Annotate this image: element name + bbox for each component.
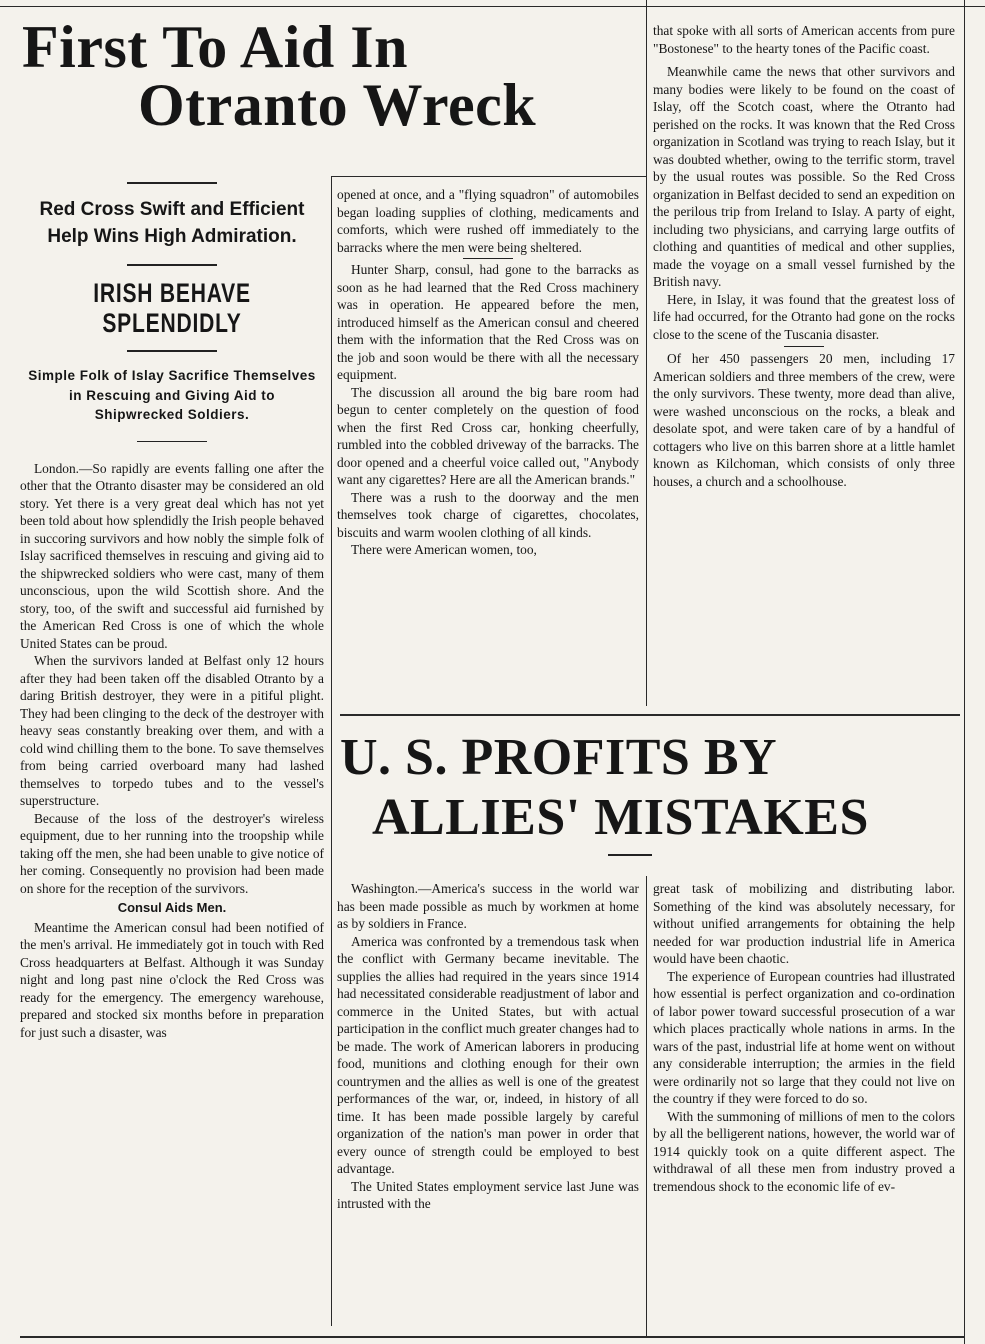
article1-paragraph: Of her 450 passengers 20 men, including 17 American soldiers and three members of the crew, were the only survivors. These twenty, more dead than alive, were washed unconscious on the rocks, a bleak and desolate spot, and were taken care of by a handful of cottagers who live on this barren shore at a little hamlet known as Kilchoman, which consists of only three houses, a church and a schoolhouse. <box>653 351 955 489</box>
article1-paragraph: Because of the loss of the destroyer's wireless equipment, due to her running into the troopship while taking off the men, she had been unable to give notice of her coming. Consequently no provision had been made on shore for the reception of the survivors. <box>20 810 324 896</box>
column-rule-3 <box>646 876 647 1336</box>
headline-divider-rule <box>331 176 647 177</box>
article1-deck-1: Red Cross Swift and Efficient Help Wins High Admiration. <box>39 199 305 247</box>
article1-headline-line2: Otranto Wreck <box>138 72 537 138</box>
article1-column-2 <box>337 186 639 706</box>
top-border-rule <box>0 6 985 7</box>
article1-headline-line1: First To Aid In <box>22 14 408 80</box>
article1-paragraph: Meantime the American consul had been notified of the men's arrival. He immediately got in touch with Red Cross headquarters at Belfast. Although it was Sunday night and long past nine o'clock the Red Cross was ready for the emergency. The emergency warehouse, prepared and stocked six months before in preparation for just such a disaster, was <box>20 919 324 1040</box>
article1-paragraph: London.—So rapidly are events falling one after the other that the Otranto disaster may be considered an old story. Yet there is a very great deal which has not yet been told about how splendidly the Irish people behaved in succoring survivors and how nobly the simple folk of Islay sacrificed themselves in rescuing and giving aid to the shipwrecked soldiers who were cast, many of them unconscious, upon the wild Scottish shore. And the story, too, of the swift and successful aid furnished by the American Red Cross is one of which the whole United States can be proud. <box>20 460 324 651</box>
article1-paragraph: When the survivors landed at Belfast only 12 hours after they had been taken off the disabled Otranto by a daring British destroyer, they were in a pitiful plight. They had been clinging to the deck of the destroyer with heavy seas constantly breaking over them, and with a cold wind chilling them to the bone. To save themselves from being carried overboard many had lashed themselves to torpedo tubes and to the vessel's superstructure. <box>20 653 324 808</box>
headline-rule <box>608 854 652 856</box>
article1-deck-2: IRISH BEHAVE SPLENDIDLY <box>93 278 251 338</box>
article2-paragraph: The United States employment service last June was intrusted with the <box>337 1178 639 1211</box>
article1-subhead: Consul Aids Men. <box>117 900 227 915</box>
article1-column-3 <box>653 22 955 706</box>
deck-rule <box>127 264 217 266</box>
article-divider-rule <box>340 714 960 716</box>
column-rule-1 <box>331 176 332 1326</box>
article1-paragraph: Here, in Islay, it was found that the greatest loss of life had occurred, for the Otranto had gone on the rocks close to the scene of the Tuscania disaster. <box>653 291 955 342</box>
article2-headline-line2: ALLIES' MISTAKES <box>372 789 869 846</box>
article2-column-b <box>653 880 955 1340</box>
article1-paragraph: There was a rush to the doorway and the men themselves took charge of cigarettes, chocolates, biscuits and warm woolen clothing of all kinds. <box>337 489 639 540</box>
article1-paragraph: opened at once, and a "flying squadron" of automobiles began loading supplies of clothing, medicaments and comforts, which were rushed off immediately to the barracks where the men were being sheltered. <box>337 187 639 255</box>
article2-headline <box>338 728 960 856</box>
right-edge-rule <box>964 0 965 1344</box>
article1-paragraph: Hunter Sharp, consul, had gone to the barracks as soon as he had learned that the Red Cross machinery was in operation. He appeared before the men, introduced himself as the American consul and cheered them with the information that the Red Cross was on the job and soon would be there with all the necessary equipment. <box>337 262 639 382</box>
article2-headline-line1: U. S. PROFITS BY <box>340 729 778 786</box>
article1-paragraph: that spoke with all sorts of American accents from pure "Bostonese" to the hearty tones of the Pacific coast. <box>653 23 955 56</box>
article2-paragraph: Washington.—America's success in the world war has been made possible as much by workmen at home as by soldiers in France. <box>337 881 639 931</box>
column-rule-2 <box>646 0 647 706</box>
article1-deck-3: Simple Folk of Islay Sacrifice Themselves in Rescuing and Giving Aid to Shipwrecked Soldiers. <box>28 368 316 422</box>
article2-column-a <box>337 880 639 1332</box>
deck-rule <box>127 182 217 184</box>
article1-column-1 <box>20 182 324 1332</box>
article1-paragraph: The discussion all around the big bare room had begun to center completely on the question of food when the first Red Cross car, honking cheerfully, rumbled into the cobbled driveway of the barracks. The door opened and a cheerful voice called out, "Anybody want any cigarettes? Here are all the American brands." <box>337 384 639 487</box>
article2-paragraph: The experience of European countries had illustrated how essential is perfect organization and co-ordination of labor power toward successful prosecution of a war which places practically whole nations in arms. In the wars of the past, industrial life at home went on without any considerable interruption; the armies in the field were ordinarily not so large that they could not live on the country if they were forced to do so. <box>653 968 955 1106</box>
article2-paragraph: great task of mobilizing and distributing labor. Something of the kind was absolutely necessary, for without unified arrangements for obtaining the help needed for war production industrial life in America would have been chaotic. <box>653 881 955 966</box>
deck-rule <box>137 441 207 442</box>
article1-paragraph: Meanwhile came the news that other survivors and many bodies were likely to be found on the coast of Islay, off the Scotch coast, where the Otranto had perished on the rocks. It was known that the Red Cross organization in Scotland was trying to reach Islay, but it was doubted whether, owing to the terrific storm, travel by the usual routes was possible. So the Red Cross organization in Belfast decided to send an expedition on the perilous trip from Ireland to Islay. A party of eight, including two physicians, and carrying large outfits of clothing and quantities of medical and other supplies, made the voyage on a small vessel furnished by the British navy. <box>653 64 955 289</box>
section-rule <box>784 346 824 347</box>
article2-paragraph: With the summoning of millions of men to the colors by all the belligerent nations, however, the world war of 1914 quickly took on a quite different aspect. The withdrawal of all these men from industry proved a tremendous shock to the economic life of ev- <box>653 1108 955 1194</box>
section-rule <box>463 258 513 259</box>
article1-paragraph: There were American women, too, <box>351 542 537 557</box>
deck-rule <box>127 350 217 352</box>
article2-paragraph: America was confronted by a tremendous task when the conflict with Germany became inevitable. The supplies the allies had required in the years since 1914 had necessitated considerable readjustment of labor and commerce in the United States, but with actual participation in the conflict much greater changes had to be made. The work of American laborers in producing food, munitions and clothing enough for their own countrymen and the allies as well is one of the greatest performances of the war, or, indeed, in history of all time. It has been made possible largely by careful organization of the nation's man power in order that every ounce of strength could be employed to best advantage. <box>337 933 639 1176</box>
article1-headline <box>20 14 646 138</box>
